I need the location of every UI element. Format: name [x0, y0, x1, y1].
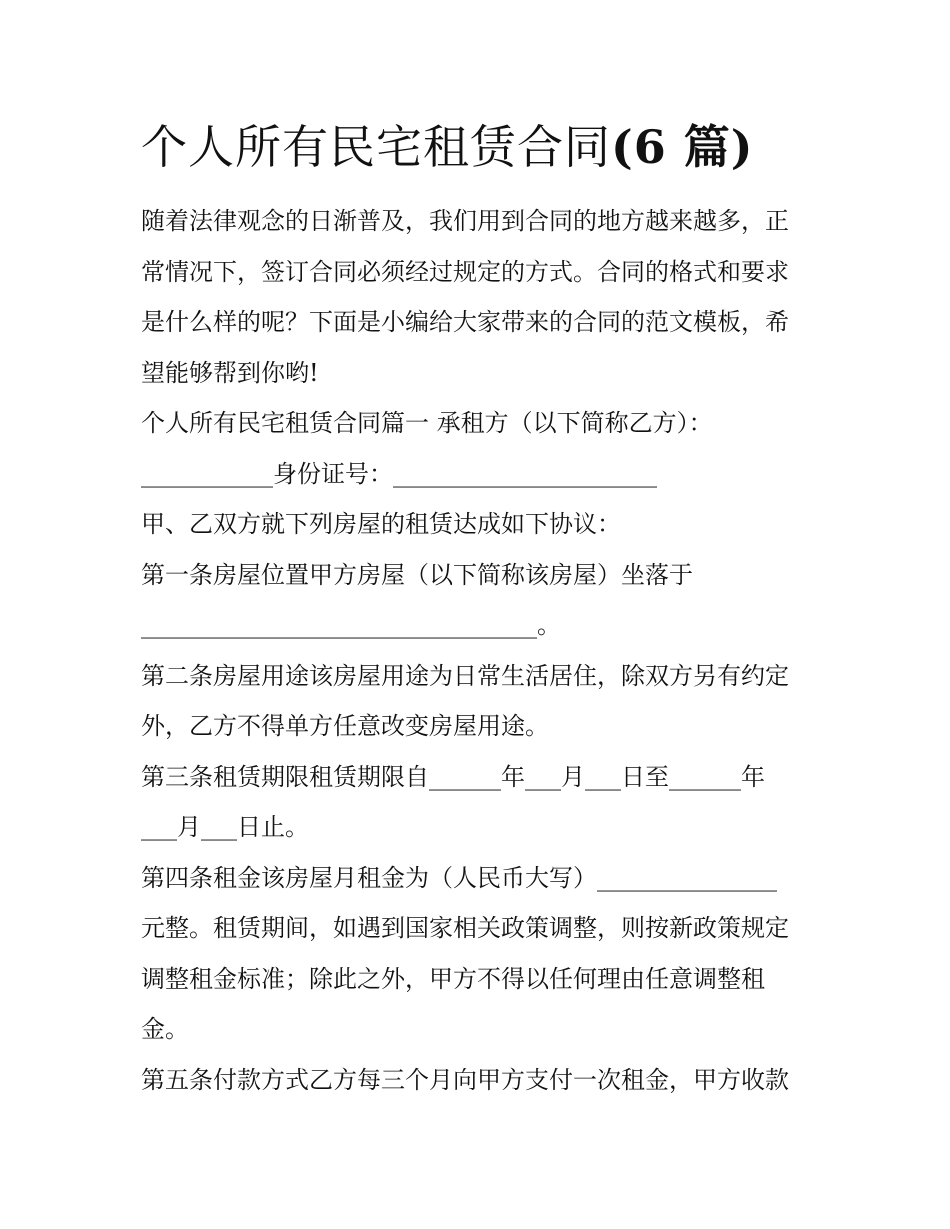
body-line: 常情况下，签订合同必须经过规定的方式。合同的格式和要求 [141, 257, 789, 286]
address-blank-line: _________________________________。 [141, 611, 561, 639]
title-suffix: (6 篇) [611, 120, 754, 174]
body-line: ___月___日止。 [141, 813, 309, 841]
body-line: 是什么样的呢？下面是小编给大家带来的合同的范文模板，希 [141, 308, 789, 336]
body-line: 调整租金标准；除此之外，甲方不得以任何理由任意调整租 [141, 964, 765, 993]
body-line: 元整。租赁期间，如遇到国家相关政策调整，则按新政策规定 [141, 914, 789, 942]
body-line: 随着法律观念的日渐普及，我们用到合同的地方越来越多，正 [141, 207, 789, 235]
section-heading-line: 个人所有民宅租赁合同篇一 承租方（以下简称乙方）： [141, 409, 713, 437]
article-2-line: 第二条房屋用途该房屋用途为日常生活居住，除双方另有约定 [141, 661, 789, 690]
id-blank-line: ___________身份证号：______________________ [141, 459, 657, 488]
document-page [141, 112, 821, 1105]
title-main: 个人所有民宅租赁合同 [141, 120, 611, 174]
body-line: 甲、乙双方就下列房屋的租赁达成如下协议： [141, 510, 621, 538]
body-line: 望能够帮到你哟! [141, 358, 319, 387]
body-line: 金。 [141, 1015, 189, 1043]
article-3-line: 第三条租赁期限租赁期限自______年___月___日至______年 [141, 762, 765, 791]
article-1-line: 第一条房屋位置甲方房屋（以下简称该房屋）坐落于 [141, 560, 693, 589]
document-title [141, 112, 821, 182]
article-5-line: 第五条付款方式乙方每三个月向甲方支付一次租金，甲方收款 [141, 1065, 789, 1094]
body-line: 外，乙方不得单方任意改变房屋用途。 [141, 712, 549, 740]
article-4-line: 第四条租金该房屋月租金为（人民币大写）_______________ [141, 863, 777, 892]
